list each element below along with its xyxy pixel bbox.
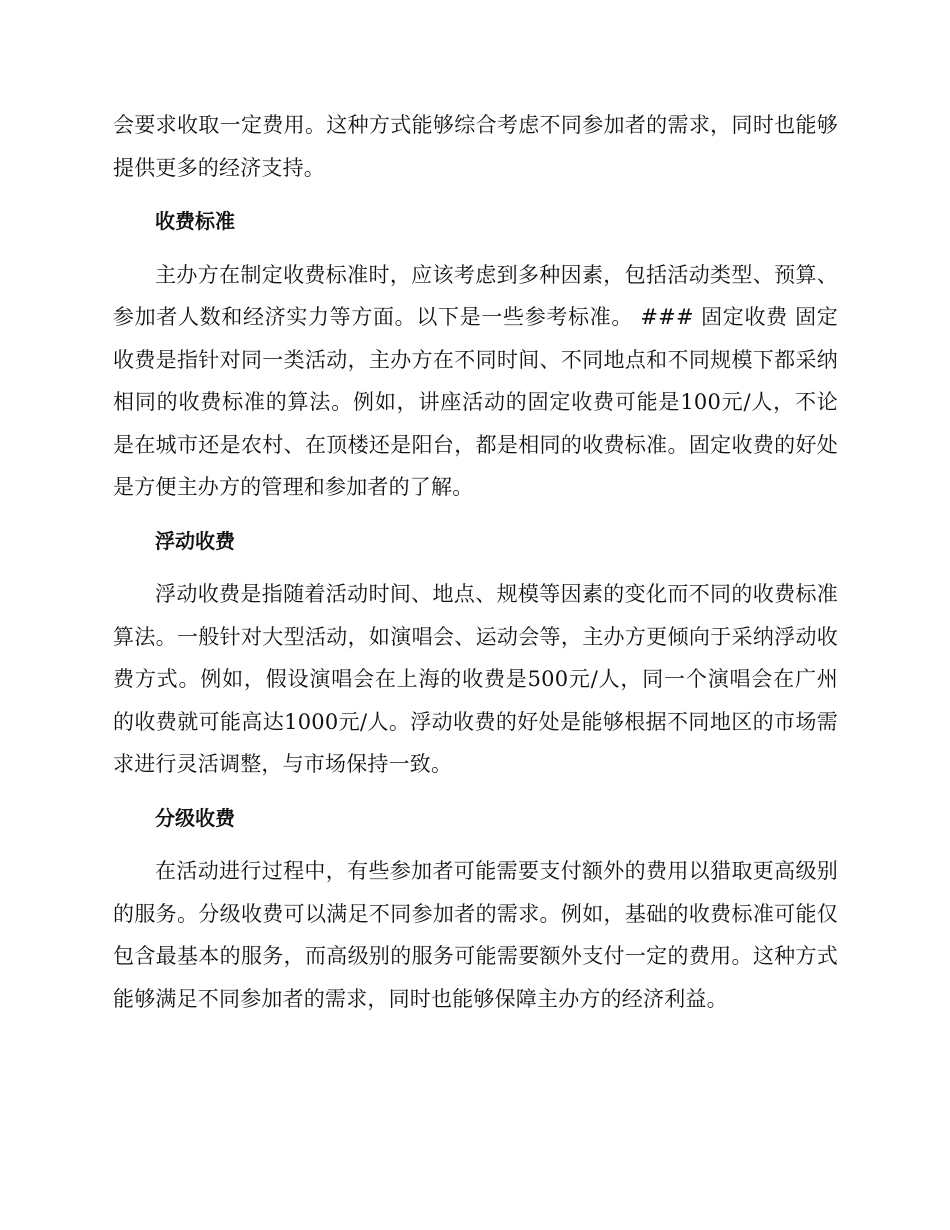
section-heading-floating-fee: 浮动收费 [155, 528, 235, 553]
section-body-floating-fee: 浮动收费是指随着活动时间、地点、规模等因素的变化而不同的收费标准算法。一般针对大型活动，如演唱会、运动会等，主办方更倾向于采纳浮动收费方式。例如，假设演唱会在上海的收费是500元/人，同一个演唱会在广州的收费就可能高达1000元/人。浮动收费的好处是能够根据不同地区的市场需求进行灵活调整，与市场保持一致。 [113, 582, 838, 776]
intro-paragraph: 会要求收取一定费用。这种方式能够综合考虑不同参加者的需求，同时也能够提供更多的经济支持。 [113, 113, 838, 180]
section-body-fee-standard: 主办方在制定收费标准时，应该考虑到多种因素，包括活动类型、预算、参加者人数和经济实力等方面。以下是一些参考标准。 ### 固定收费 固定收费是指针对同一类活动，主办方在不同时间、不同地点和不同规模下都采纳相同的收费标准的算法。例如，讲座活动的固定收费可能是100元/人，不论是在城市还是农村、在顶楼还是阳台，都是相同的收费标准。固定收费的好处是方便主办方的管理和参加者的了解。 [113, 262, 838, 499]
section-heading-tiered-fee: 分级收费 [155, 805, 235, 830]
section-body-tiered-fee: 在活动进行过程中，有些参加者可能需要支付额外的费用以猎取更高级别的服务。分级收费可以满足不同参加者的需求。例如，基础的收费标准可能仅包含最基本的服务，而高级别的服务可能需要额外支付一定的费用。这种方式能够满足不同参加者的需求，同时也能够保障主办方的经济利益。 [113, 859, 838, 1011]
section-heading-fee-standard: 收费标准 [155, 209, 235, 233]
document-body [113, 104, 838, 1020]
